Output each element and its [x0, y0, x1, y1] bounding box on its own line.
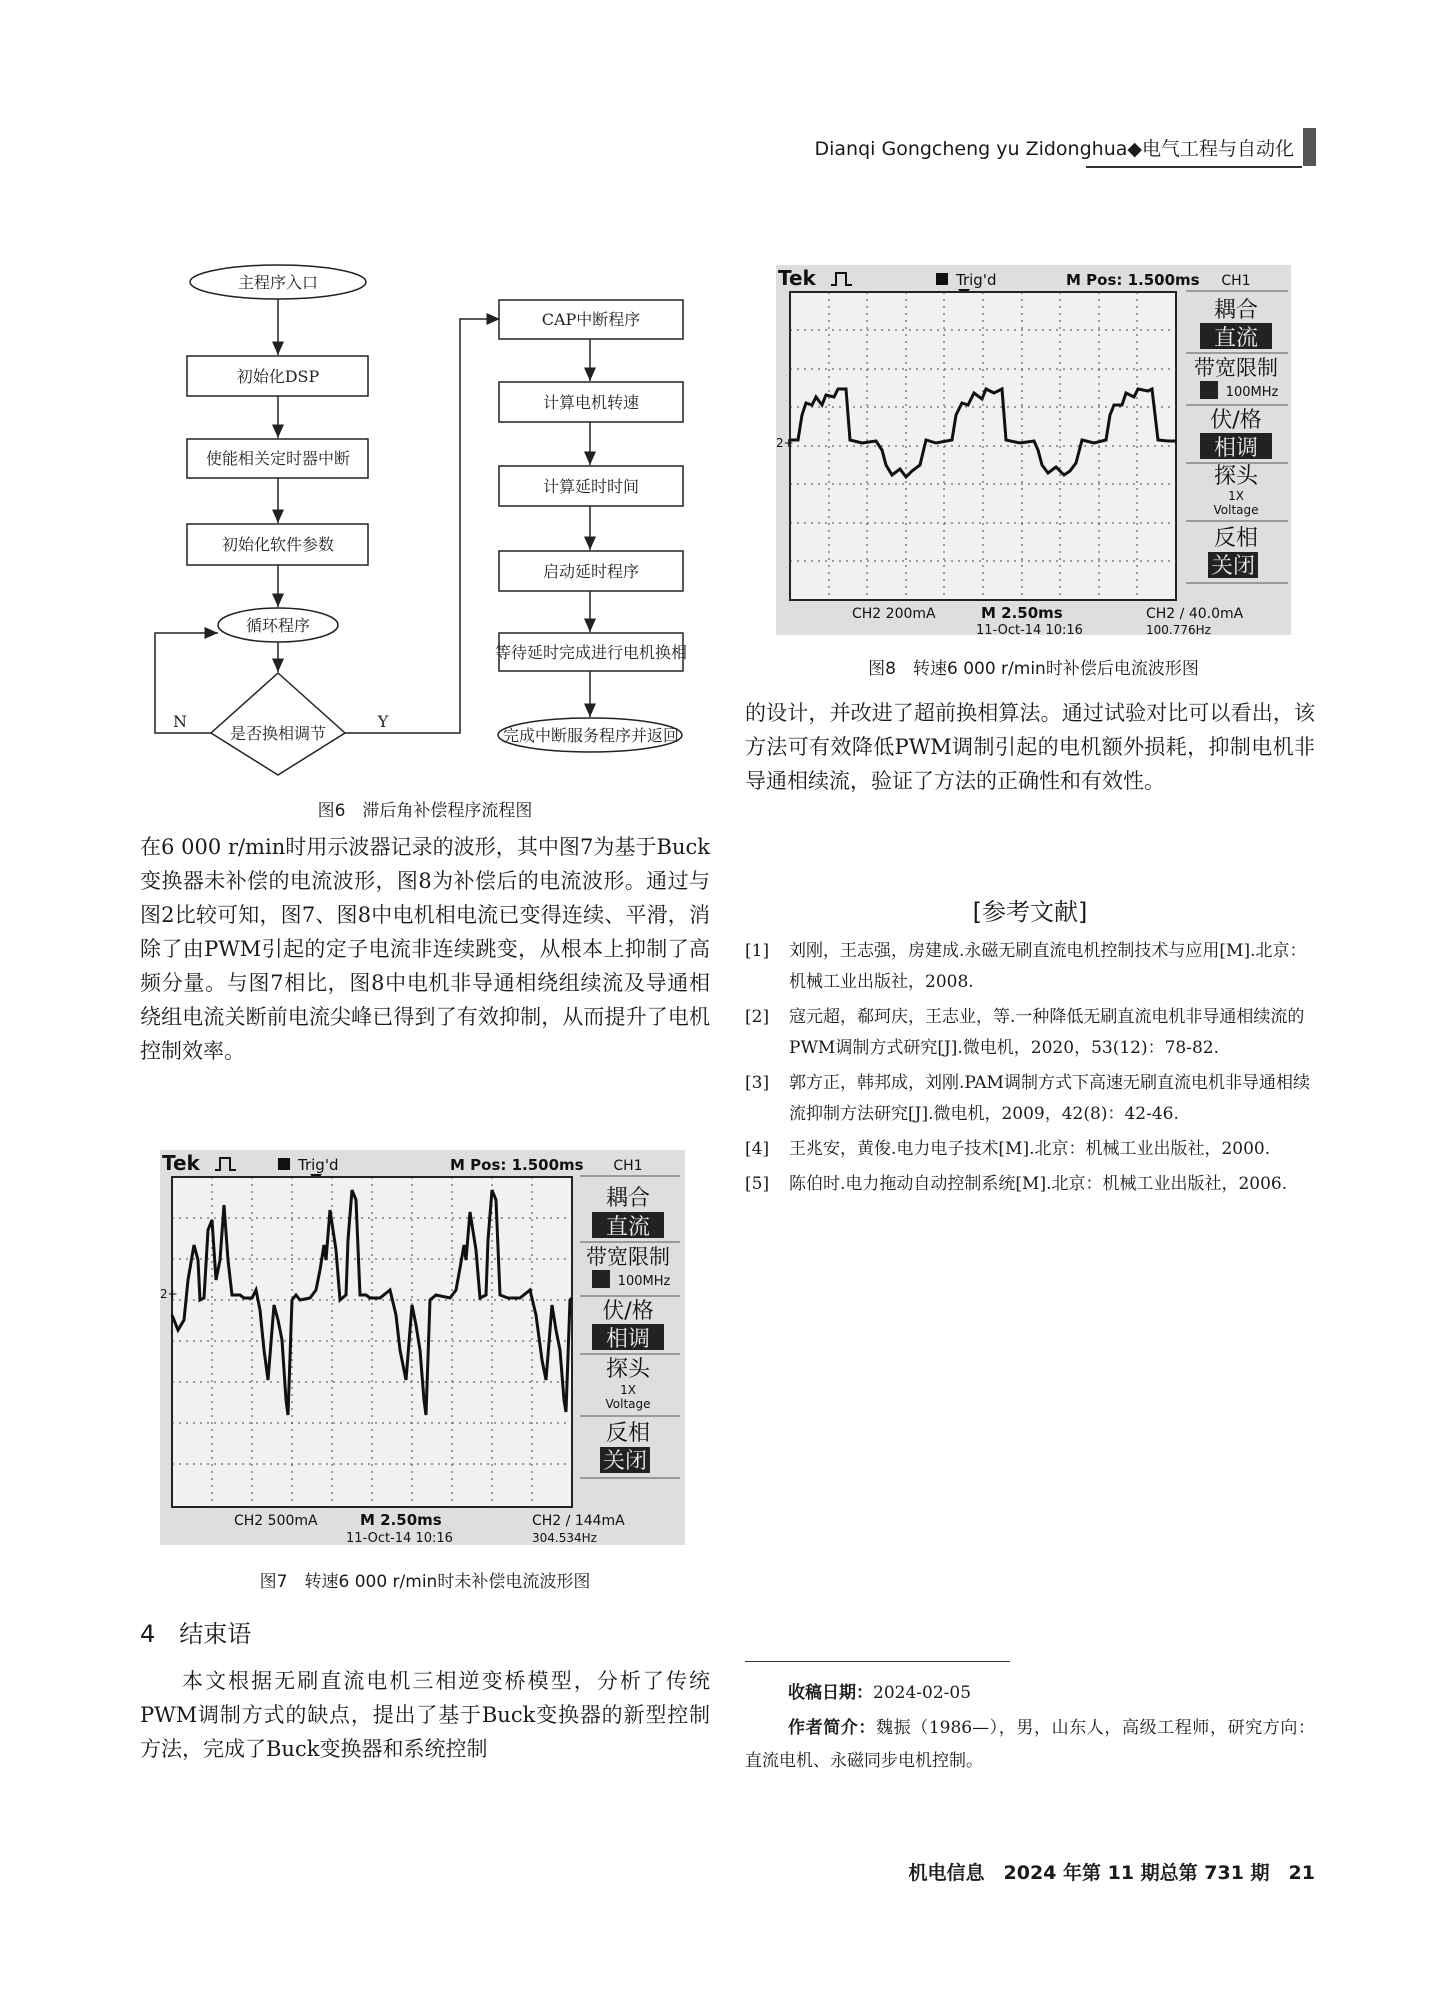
label-main-entry: 主程序入口 — [237, 273, 319, 292]
label-enable-timer: 使能相关定时器中断 — [205, 449, 351, 468]
scope8-menu-voltage: Voltage — [1213, 503, 1259, 517]
label-loop: 循环程序 — [245, 616, 311, 635]
left-paragraph: 在6 000 r/min时用示波器记录的波形，其中图7为基于Buck变换器未补偿的电流波形，图8为补偿后的电流波形。通过与图2比较可知，图7、图8中电机相电流已变得连续、平滑，消除了由PWM引起的定子电流非连续跳变，从根本上抑制了高频分量。与图7相比，图8中电机非导通相绕组续流及导通相绕组电流关断前电流尖峰已得到了有效抑制，从而提升了电机控制效率。 — [140, 835, 710, 1063]
scope7-menu-vdiv: 伏/格 — [602, 1299, 654, 1324]
scope7-menu-voltage: Voltage — [605, 1397, 651, 1411]
scope7-marker: 2+ — [160, 1287, 178, 1301]
reference-text: 王兆安，黄俊.电力电子技术[M].北京：机械工业出版社，2000. — [789, 1139, 1271, 1159]
scope8-menu-vdiv: 伏/格 — [1210, 408, 1262, 433]
scope7-ch2: CH2 500mA — [234, 1513, 318, 1529]
reference-item — [745, 1002, 1315, 1064]
scope8-ch2: CH2 200mA — [852, 606, 936, 622]
reference-number: [4] — [745, 1139, 770, 1159]
scope8-menu-1x: 1X — [1228, 489, 1244, 503]
scope8-mscale: M 2.50ms — [981, 604, 1063, 622]
reference-item — [745, 936, 1315, 998]
references-list — [745, 936, 1315, 1204]
reference-item — [745, 1169, 1315, 1200]
reference-text: 刘刚，王志强，房建成.永磁无刷直流电机控制技术与应用[M].北京：机械工业出版社，2008. — [789, 941, 1307, 992]
header-bar — [1303, 128, 1316, 166]
reference-number: [1] — [745, 941, 770, 961]
label-init-params: 初始化软件参数 — [221, 535, 335, 554]
scope8-brand: Tek — [778, 266, 816, 290]
reference-text: 寇元超，郗珂庆，王志业，等.一种降低无刷直流电机非导通相续流的PWM调制方式研究[J].微电机，2020，53(12)：78-82. — [789, 1007, 1305, 1058]
figure-6-caption: 图6 滞后角补偿程序流程图 — [317, 801, 533, 821]
label-yes: Y — [377, 712, 389, 731]
page-footer: 机电信息 2024 年第 11 期总第 731 期 21 — [908, 1862, 1315, 1884]
scope8-trigger: CH2 ∕ 40.0mA — [1146, 606, 1244, 622]
scope7-menu-bw: 带宽限制 — [586, 1245, 670, 1269]
received-label: 收稿日期： — [788, 1683, 873, 1703]
reference-number: [3] — [745, 1073, 770, 1093]
journal-name: Dianqi Gongcheng yu Zidonghua◆电气工程与自动化 — [814, 138, 1294, 160]
scope8-menu-invert: 反相 — [1213, 526, 1259, 551]
scope8-date: 11-Oct-14 10:16 — [976, 623, 1083, 635]
author-value: 魏振（1986—），男，山东人，高级工程师，研究方向：直流电机、永磁同步电机控制。 — [745, 1718, 1316, 1771]
scope7-mscale: M 2.50ms — [360, 1511, 442, 1529]
scope8-menu-100mhz: 100MHz — [1225, 385, 1279, 400]
running-header — [776, 128, 1316, 168]
scope8-menu-probe: 探头 — [1213, 464, 1259, 489]
label-decision: 是否换相调节 — [229, 724, 327, 743]
section-4-paragraph: 本文根据无刷直流电机三相逆变桥模型，分析了传统PWM调制方式的缺点，提出了基于Buck变换器的新型控制方法，完成了Buck变换器和系统控制 — [140, 1669, 710, 1761]
scope7-trigger: CH2 ∕ 144mA — [532, 1513, 625, 1529]
reference-number: [2] — [745, 1007, 770, 1027]
scope7-menu-invert: 反相 — [605, 1421, 651, 1446]
scope8-menu-off: 关闭 — [1210, 554, 1256, 579]
scope8-freq: 100.776Hz — [1146, 623, 1211, 635]
scope8-marker: 2+ — [776, 436, 794, 450]
label-wait-delay: 等待延时完成进行电机换相 — [494, 643, 688, 662]
received-date — [788, 1677, 1315, 1710]
scope7-menu-coupling: 耦合 — [605, 1186, 651, 1211]
reference-text: 郭方正，韩邦成，刘刚.PAM调制方式下高速无刷直流电机非导通相续流抑制方法研究[J].微电机，2009，42(8)：42-46. — [789, 1073, 1310, 1124]
reference-item — [745, 1068, 1315, 1130]
scope8-menu-dc: 直流 — [1213, 326, 1259, 351]
reference-text: 陈伯时.电力拖动自动控制系统[M].北京：机械工业出版社，2006. — [789, 1174, 1288, 1194]
scope8-menu-coupling: 耦合 — [1213, 298, 1259, 323]
scope7-menu-dc: 直流 — [605, 1215, 651, 1240]
figure-6-flowchart — [140, 255, 710, 785]
scope7-date: 11-Oct-14 10:16 — [346, 1531, 453, 1545]
reference-number: [5] — [745, 1174, 770, 1194]
scope7-menu-1x: 1X — [620, 1383, 636, 1397]
scope8-menu-coarse: 相调 — [1213, 436, 1259, 461]
label-return: 完成中断服务程序并返回 — [502, 726, 680, 745]
author-label: 作者简介： — [788, 1718, 877, 1738]
figure-7-caption: 图7 转速6 000 r/min时未补偿电流波形图 — [259, 1572, 591, 1592]
scope8-menu-bw: 带宽限制 — [1194, 356, 1278, 380]
reference-item — [745, 1134, 1315, 1165]
label-start-delay: 启动延时程序 — [542, 562, 640, 581]
scope8-trig: Trig'd — [956, 271, 997, 289]
scope8-mpos: M Pos: 1.500ms — [1066, 271, 1200, 289]
scope7-menu-coarse: 相调 — [605, 1327, 651, 1352]
figure-8-oscilloscope — [776, 265, 1291, 635]
scope8-ch: CH1 — [1221, 273, 1251, 289]
scope7-trig: Trig'd — [298, 1156, 339, 1174]
figure-8-caption: 图8 转速6 000 r/min时补偿后电流波形图 — [868, 659, 1199, 679]
scope7-ch: CH1 — [613, 1158, 643, 1174]
scope7-menu-100mhz: 100MHz — [617, 1274, 671, 1289]
figure-7-oscilloscope — [160, 1150, 685, 1545]
references-title: [参考文献] — [972, 898, 1088, 926]
scope7-brand: Tek — [162, 1151, 200, 1175]
author-bio — [745, 1712, 1315, 1778]
scope7-menu-probe: 探头 — [605, 1357, 651, 1382]
scope7-mpos: M Pos: 1.500ms — [450, 1156, 584, 1174]
label-init-dsp: 初始化DSP — [236, 367, 320, 386]
footnote-rule — [745, 1661, 1010, 1662]
scope7-menu-off: 关闭 — [602, 1449, 648, 1474]
label-no: N — [173, 712, 187, 731]
header-rule — [1086, 166, 1302, 168]
label-calc-delay: 计算延时时间 — [542, 477, 640, 496]
scope7-freq: 304.534Hz — [532, 1531, 597, 1545]
right-paragraph: 的设计，并改进了超前换相算法。通过试验对比可以看出，该方法可有效降低PWM调制引起的电机额外损耗，抑制电机非导通相续流，验证了方法的正确性和有效性。 — [745, 701, 1315, 793]
label-calc-speed: 计算电机转速 — [542, 393, 640, 412]
label-cap: CAP中断程序 — [541, 310, 641, 329]
section-4-heading: 4 结束语 — [140, 1620, 252, 1648]
received-value: 2024-02-05 — [873, 1683, 972, 1703]
